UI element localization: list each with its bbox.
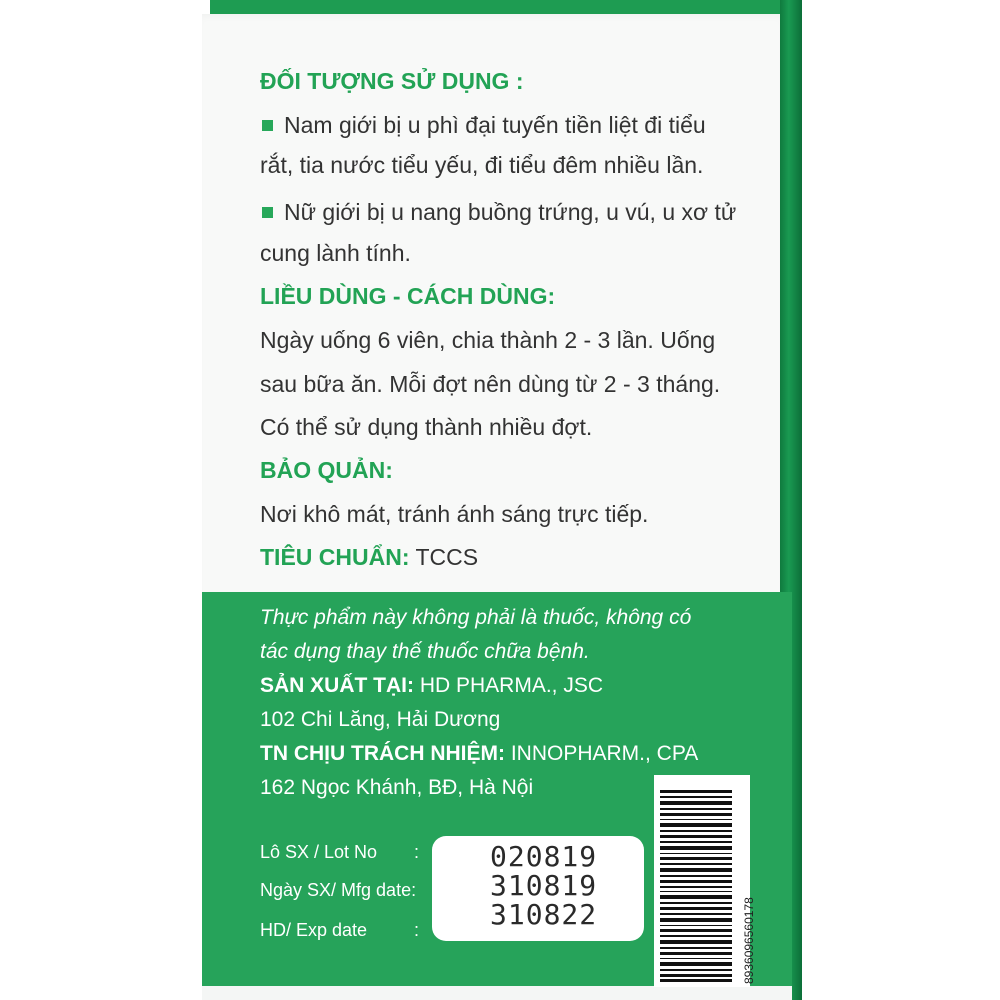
exp-date-label: HD/ Exp date [260, 920, 368, 940]
dosage-line-2: sau bữa ăn. Mỗi đợt nên dùng từ 2 - 3 tháng. [260, 371, 721, 397]
standard-row [260, 544, 478, 571]
standard-value: TCCS [409, 544, 479, 570]
disclaimer-line-1: Thực phẩm này không phải là thuốc, không có [260, 606, 692, 629]
target-item-2-line-1: Nữ giới bị u nang buồng trứng, u vú, u xơ tử [284, 199, 737, 225]
target-item-1-line-2: rắt, tia nước tiểu yếu, đi tiểu đêm nhiều lần. [260, 152, 704, 178]
responsible-name: INNOPHARM., CPA [504, 742, 699, 765]
lot-number-label: Lô SX / Lot No [260, 842, 378, 862]
bullet-square-icon [262, 207, 273, 218]
mfg-date-label: Ngày SX/ Mfg date: [260, 880, 417, 900]
disclaimer-line-2: tác dụng thay thế thuốc chữa bệnh. [260, 640, 590, 663]
responsible-address: 162 Ngọc Khánh, BĐ, Hà Nội [260, 776, 534, 799]
target-item-1-line-1: Nam giới bị u phì đại tuyến tiền liệt đi tiểu [284, 112, 706, 138]
box-bottom-edge [202, 986, 792, 1000]
bullet-square-icon [262, 120, 273, 131]
dosage-line-3: Có thể sử dụng thành nhiều đợt. [260, 414, 593, 440]
responsible-label: TN CHỊU TRÁCH NHIỆM: [260, 742, 505, 765]
barcode-icon [660, 790, 732, 982]
section-heading-storage: BẢO QUẢN: [260, 457, 393, 483]
lot-number-value: 020819 [490, 840, 598, 873]
storage-text: Nơi khô mát, tránh ánh sáng trực tiếp. [260, 501, 649, 527]
exp-colon: : [414, 920, 420, 940]
mfg-date-value: 310819 [490, 869, 598, 902]
manufacturer-row [260, 674, 603, 698]
lot-colon: : [414, 842, 420, 862]
target-item-2-line-2: cung lành tính. [260, 240, 411, 266]
section-heading-target-users: ĐỐI TƯỢNG SỬ DỤNG : [260, 68, 524, 94]
section-heading-standard: TIÊU CHUẨN: [260, 544, 410, 570]
dosage-line-1: Ngày uống 6 viên, chia thành 2 - 3 lần. Uống [260, 327, 716, 353]
exp-date-value: 310822 [490, 898, 598, 931]
manufacturer-label: SẢN XUẤT TẠI: [260, 674, 414, 697]
barcode-number: 8936096560178 [742, 897, 756, 984]
section-heading-dosage: LIỀU DÙNG - CÁCH DÙNG: [260, 283, 556, 309]
manufacturer-name: HD PHARMA., JSC [414, 674, 604, 697]
manufacturer-address: 102 Chi Lăng, Hải Dương [260, 708, 501, 731]
responsible-row [260, 742, 698, 766]
